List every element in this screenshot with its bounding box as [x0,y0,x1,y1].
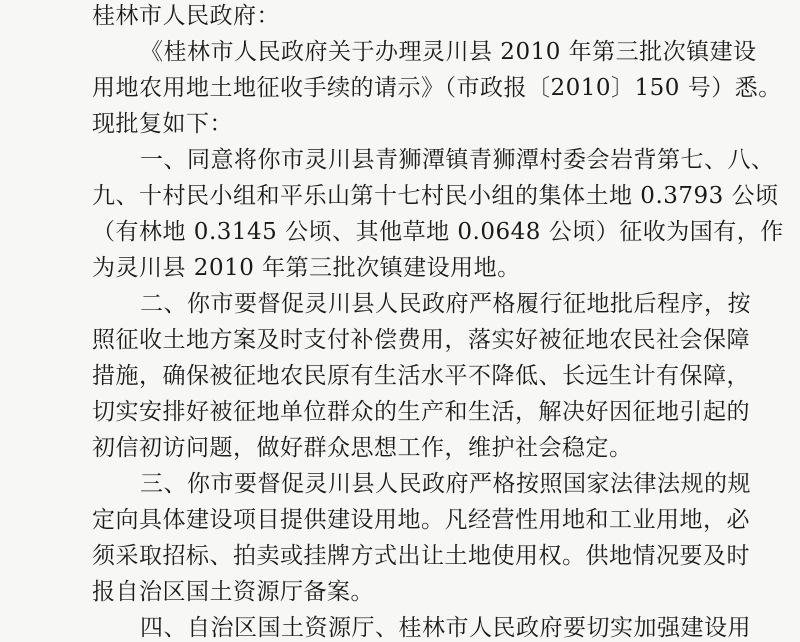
body-line: 初信初访问题，做好群众思想工作，维护社会稳定。 [92,435,633,461]
body-line: 二、你市要督促灵川县人民政府严格履行征地批后程序，按 [140,291,751,317]
addressee-line: 桂林市人民政府： [92,3,280,29]
body-line: 须采取招标、拍卖或挂牌方式出让土地使用权。供地情况要及时 [92,543,750,569]
body-line: 三、你市要督促灵川县人民政府严格按照国家法律法规的规 [140,471,751,497]
body-line: 九、十村民小组和平乐山第十七村民小组的集体土地 0.3793 公顷 [92,183,779,209]
body-line: 措施，确保被征地农民原有生活水平不降低、长远生计有保障， [92,363,750,389]
body-line: （有林地 0.3145 公顷、其他草地 0.0648 公顷）征收为国有，作 [92,219,784,245]
body-line: 现批复如下： [92,111,233,137]
body-line: 《桂林市人民政府关于办理灵川县 2010 年第三批次镇建设 [140,39,757,65]
body-line: 四、自治区国土资源厅、桂林市人民政府要切实加强建设用 [140,615,751,641]
body-line: 切实安排好被征地单位群众的生产和生活，解决好因征地引起的 [92,399,750,425]
body-line: 报自治区国土资源厅备案。 [92,579,374,605]
body-line: 一、同意将你市灵川县青狮潭镇青狮潭村委会岩背第七、八、 [140,147,775,173]
body-line: 用地农用地土地征收手续的请示》（市政报〔2010〕150 号）悉。 [92,75,782,101]
body-line: 定向具体建设项目提供建设用地。凡经营性用地和工业用地，必 [92,507,750,533]
body-line: 照征收土地方案及时支付补偿费用，落实好被征地农民社会保障 [92,327,750,353]
body-line: 为灵川县 2010 年第三批次镇建设用地。 [92,255,521,281]
